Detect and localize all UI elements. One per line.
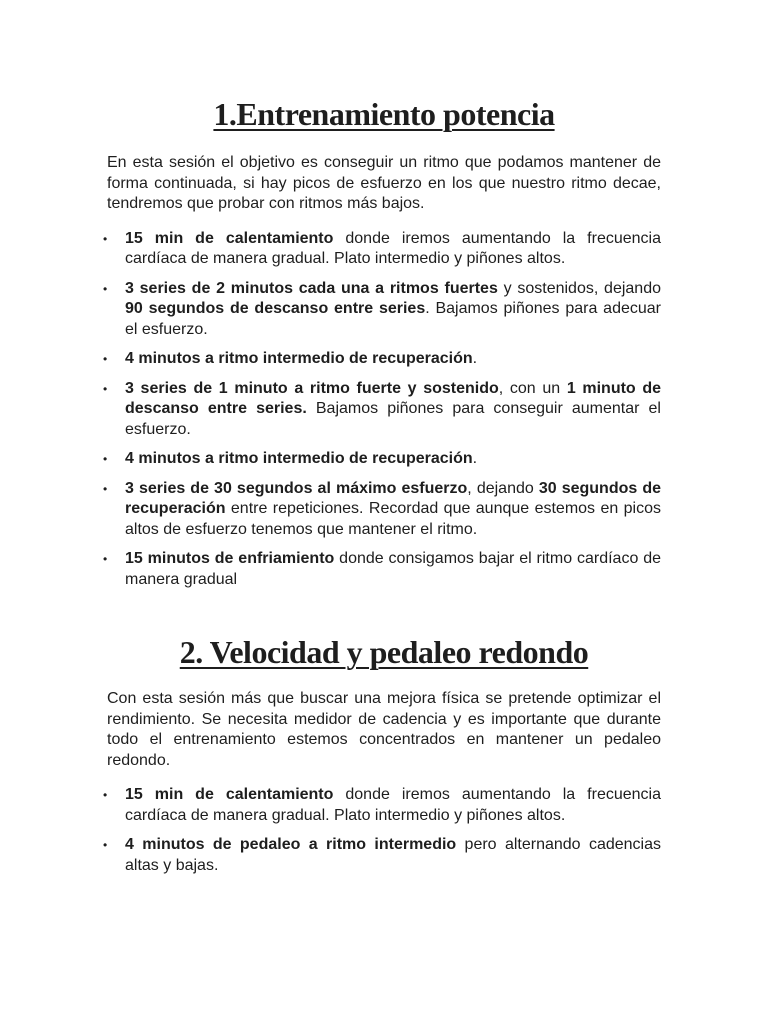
- list-item: [125, 785, 661, 826]
- list-item: [125, 229, 661, 270]
- item-text: pero alternando cadencias altas y bajas.: [125, 836, 661, 874]
- item-bold-text: 90 segundos de descanso entre series: [125, 300, 426, 317]
- list-item: [125, 379, 661, 441]
- list-item: [125, 479, 661, 541]
- item-bold-text: 4 minutos a ritmo intermedio de recuperación: [125, 350, 473, 367]
- section-2-intro: Con esta sesión más que buscar una mejora física se pretende optimizar el rendimiento. Se necesita medidor de cadencia y es importante que durante todo el entrenamiento estemos concentrados en mantener un pedaleo redondo.: [107, 690, 661, 769]
- item-bold-text: 1 minuto de descanso entre series.: [125, 379, 662, 417]
- item-bold-text: 3 series de 2 minutos cada una a ritmos fuertes: [125, 279, 498, 297]
- list-item: [125, 279, 661, 341]
- item-bold-text: 4 minutos a ritmo intermedio de recuperación: [125, 450, 473, 467]
- item-bold-text: 4 minutos de pedaleo a ritmo intermedio: [125, 836, 457, 853]
- item-text: , con un: [498, 379, 567, 397]
- item-text: .: [472, 350, 478, 367]
- section-2-title: 2. Velocidad y pedaleo redondo: [179, 634, 589, 670]
- item-text: Bajamos piñones para conseguir aumentar el esfuerzo.: [125, 400, 661, 438]
- item-text: , dejando: [467, 479, 539, 497]
- item-text: donde iremos aumentando la frecuencia cardíaca de manera gradual. Plato intermedio y piñones altos.: [125, 786, 661, 824]
- section-2-list: [107, 785, 661, 876]
- list-item: [125, 835, 661, 876]
- section-1-list: [107, 229, 661, 591]
- item-bold-text: 15 minutos de enfriamiento: [125, 550, 335, 567]
- item-text: donde iremos aumentando la frecuencia cardíaca de manera gradual. Plato intermedio y piñones altos.: [125, 229, 661, 267]
- item-bold-text: 15 min de calentamiento: [125, 786, 334, 803]
- item-bold-text: 30 segundos de recuperación: [125, 479, 661, 517]
- list-item: [125, 449, 661, 470]
- item-bold-text: 15 min de calentamiento: [125, 229, 334, 247]
- list-item: [125, 549, 661, 590]
- item-text: y sostenidos, dejando: [497, 279, 661, 297]
- item-text: donde consigamos bajar el ritmo cardíaco de manera gradual: [125, 550, 661, 588]
- item-text: . Bajamos piñones para adecuar el esfuerzo.: [125, 300, 661, 338]
- item-bold-text: 3 series de 1 minuto a ritmo fuerte y sostenido: [125, 379, 499, 397]
- section-1-intro: En esta sesión el objetivo es conseguir un ritmo que podamos mantener de forma continuada, si hay picos de esfuerzo en los que nuestro ritmo decae, tendremos que probar con ritmos más bajos.: [107, 154, 661, 212]
- list-item: [125, 349, 661, 370]
- item-text: entre repeticiones. Recordad que aunque estemos en picos altos de esfuerzo tenemos que mantener el ritmo.: [125, 500, 661, 538]
- section-1-title: 1.Entrenamiento potencia: [213, 96, 555, 132]
- item-bold-text: 3 series de 30 segundos al máximo esfuerzo: [125, 479, 468, 497]
- item-text: .: [472, 450, 478, 467]
